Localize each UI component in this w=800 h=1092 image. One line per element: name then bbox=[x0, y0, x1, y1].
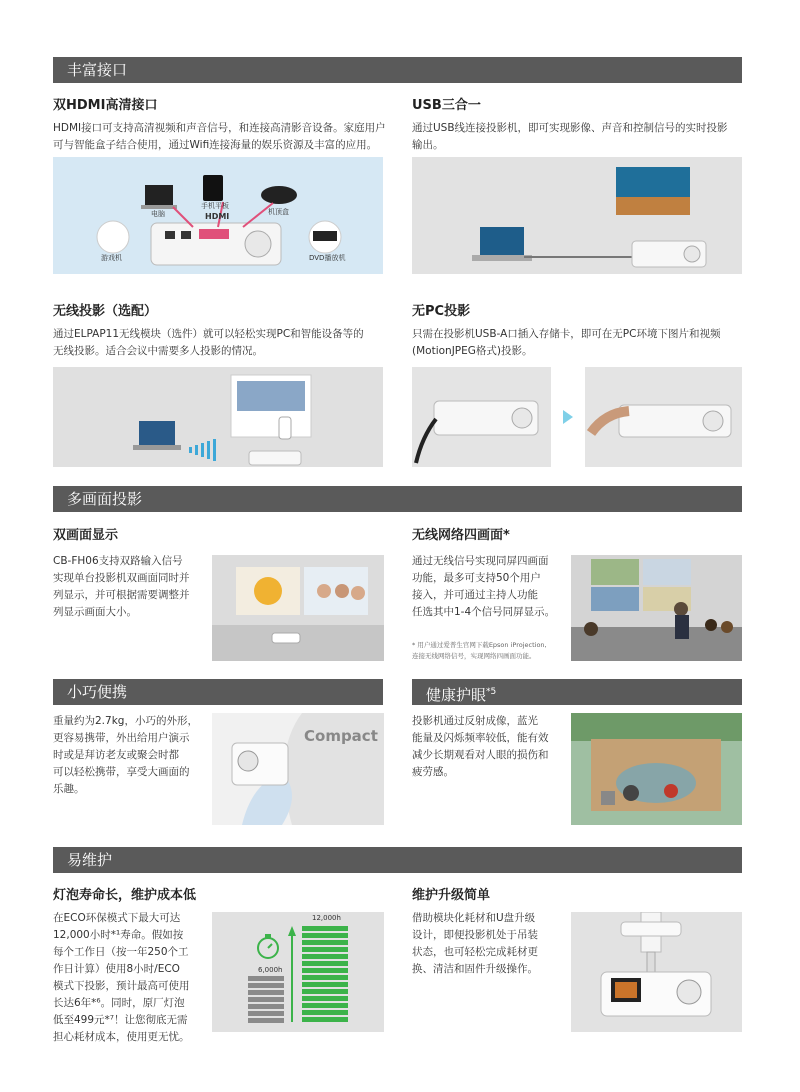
label-game: 游戏机 bbox=[101, 254, 122, 262]
ceiling-mount-image bbox=[571, 912, 742, 1032]
label-phone: 手机平板 bbox=[201, 202, 229, 210]
arrow-right-icon bbox=[563, 410, 573, 424]
upgrade-text: 借助模块化耗材和U盘升级 设计，即便投影机处于吊装 状态，也可轻松完成耗材更 换、清洁和固件升级操作。 bbox=[412, 912, 538, 975]
nopc-heading: 无PC投影 bbox=[412, 304, 471, 319]
compact-label: Compact bbox=[304, 727, 378, 745]
compact-projector-image bbox=[212, 713, 384, 825]
chart-label-low: 6,000h bbox=[258, 966, 283, 974]
quad-screen-image bbox=[571, 555, 742, 661]
section-bar-maintenance bbox=[53, 847, 742, 873]
section-title: 易维护 bbox=[67, 851, 113, 869]
lamp-text: 在ECO环保模式下最大可达 12,000小时*¹寿命。假如按 每个工作日（按一年250个工 作日计算）使用8小时/ECO 模式下投影，预计最高可使用 长达6年*⁶。同时，原厂灯泡 低至499元*⁷！让您彻底无需 担心耗材成本，使用更无忧。 bbox=[53, 912, 190, 1043]
label-hdmi: HDMI bbox=[205, 212, 230, 221]
section-bar-multiscreen bbox=[53, 486, 742, 512]
section-bar-portable bbox=[53, 679, 383, 705]
dual-screen-image bbox=[212, 555, 384, 661]
dual-heading: 双画面显示 bbox=[53, 528, 119, 543]
label-pc: 电脑 bbox=[151, 210, 165, 218]
portable-text: 重量约为2.7kg，小巧的外形， 更容易携带，外出给用户演示 时或是拜访老友或聚会时都 可以轻松携带，享受大画面的 乐趣。 bbox=[53, 715, 198, 795]
hdmi-heading: 双HDMI高清接口 bbox=[53, 98, 158, 113]
section-bar-eyecare bbox=[412, 679, 742, 705]
lamp-life-image bbox=[212, 912, 384, 1032]
hdmi-text: HDMI接口可支持高清视频和声音信号，和连接高清影音设备。家庭用户 可与智能盒子结合使用，通过Wifi连接海量的娱乐资源及丰富的应用。 bbox=[53, 122, 386, 151]
lamp-heading: 灯泡寿命长，维护成本低 bbox=[53, 888, 197, 903]
eyecare-room-image bbox=[571, 713, 742, 825]
quad-footnote: * 用户通过爱普生官网下载Epson iProjection, 连接无线网络信号，实现网络四画面功能。 bbox=[412, 641, 547, 660]
nopc-text: 只需在投影机USB-A口插入存储卡，即可在无PC环境下图片和视频 (MotionJPEG格式)投影。 bbox=[412, 328, 721, 357]
eyecare-text: 投影机通过反射成像，蓝光 能量及闪烁频率较低，能有效 减少长期观看对人眼的损伤和 疲劳感。 bbox=[412, 715, 549, 778]
nopc-usb-insert-image bbox=[585, 367, 742, 467]
upgrade-heading: 维护升级简单 bbox=[412, 888, 491, 903]
quad-heading: 无线网络四画面* bbox=[412, 528, 510, 543]
label-dvd: DVD播放机 bbox=[309, 254, 346, 262]
wireless-text: 通过ELPAP11无线模块（选件）就可以轻松实现PC和智能设备等的 无线投影。适合会议中需要多人投影的情况。 bbox=[53, 328, 364, 357]
wireless-projection-image bbox=[53, 367, 383, 467]
quad-text: 通过无线信号实现同屏四画面 功能，最多可支持50个用户 接入，并可通过主持人功能 任选其中1-4个信号同屏显示。 bbox=[412, 555, 556, 618]
section-title-footnote: *5 bbox=[486, 687, 497, 697]
section-title: 多画面投影 bbox=[67, 490, 143, 508]
nopc-projector-image bbox=[412, 367, 551, 467]
section-title: 丰富接口 bbox=[67, 61, 128, 79]
label-box: 机顶盒 bbox=[268, 208, 289, 216]
hdmi-devices-image bbox=[53, 157, 383, 274]
usb-heading: USB三合一 bbox=[412, 98, 481, 113]
dual-text: CB-FH06支持双路输入信号 实现单台投影机双画面同时并 列显示，并可根据需要调整并 列显示画面大小。 bbox=[53, 555, 190, 618]
chart-label-high: 12,000h bbox=[312, 914, 341, 922]
usb-connection-image bbox=[412, 157, 742, 274]
section-bar-interfaces bbox=[53, 57, 742, 83]
usb-text: 通过USB线连接投影机，即可实现影像、声音和控制信号的实时投影 输出。 bbox=[412, 122, 728, 151]
section-title: 小巧便携 bbox=[67, 683, 128, 701]
section-title: 健康护眼 bbox=[426, 686, 487, 704]
wireless-heading: 无线投影（选配） bbox=[53, 304, 158, 319]
